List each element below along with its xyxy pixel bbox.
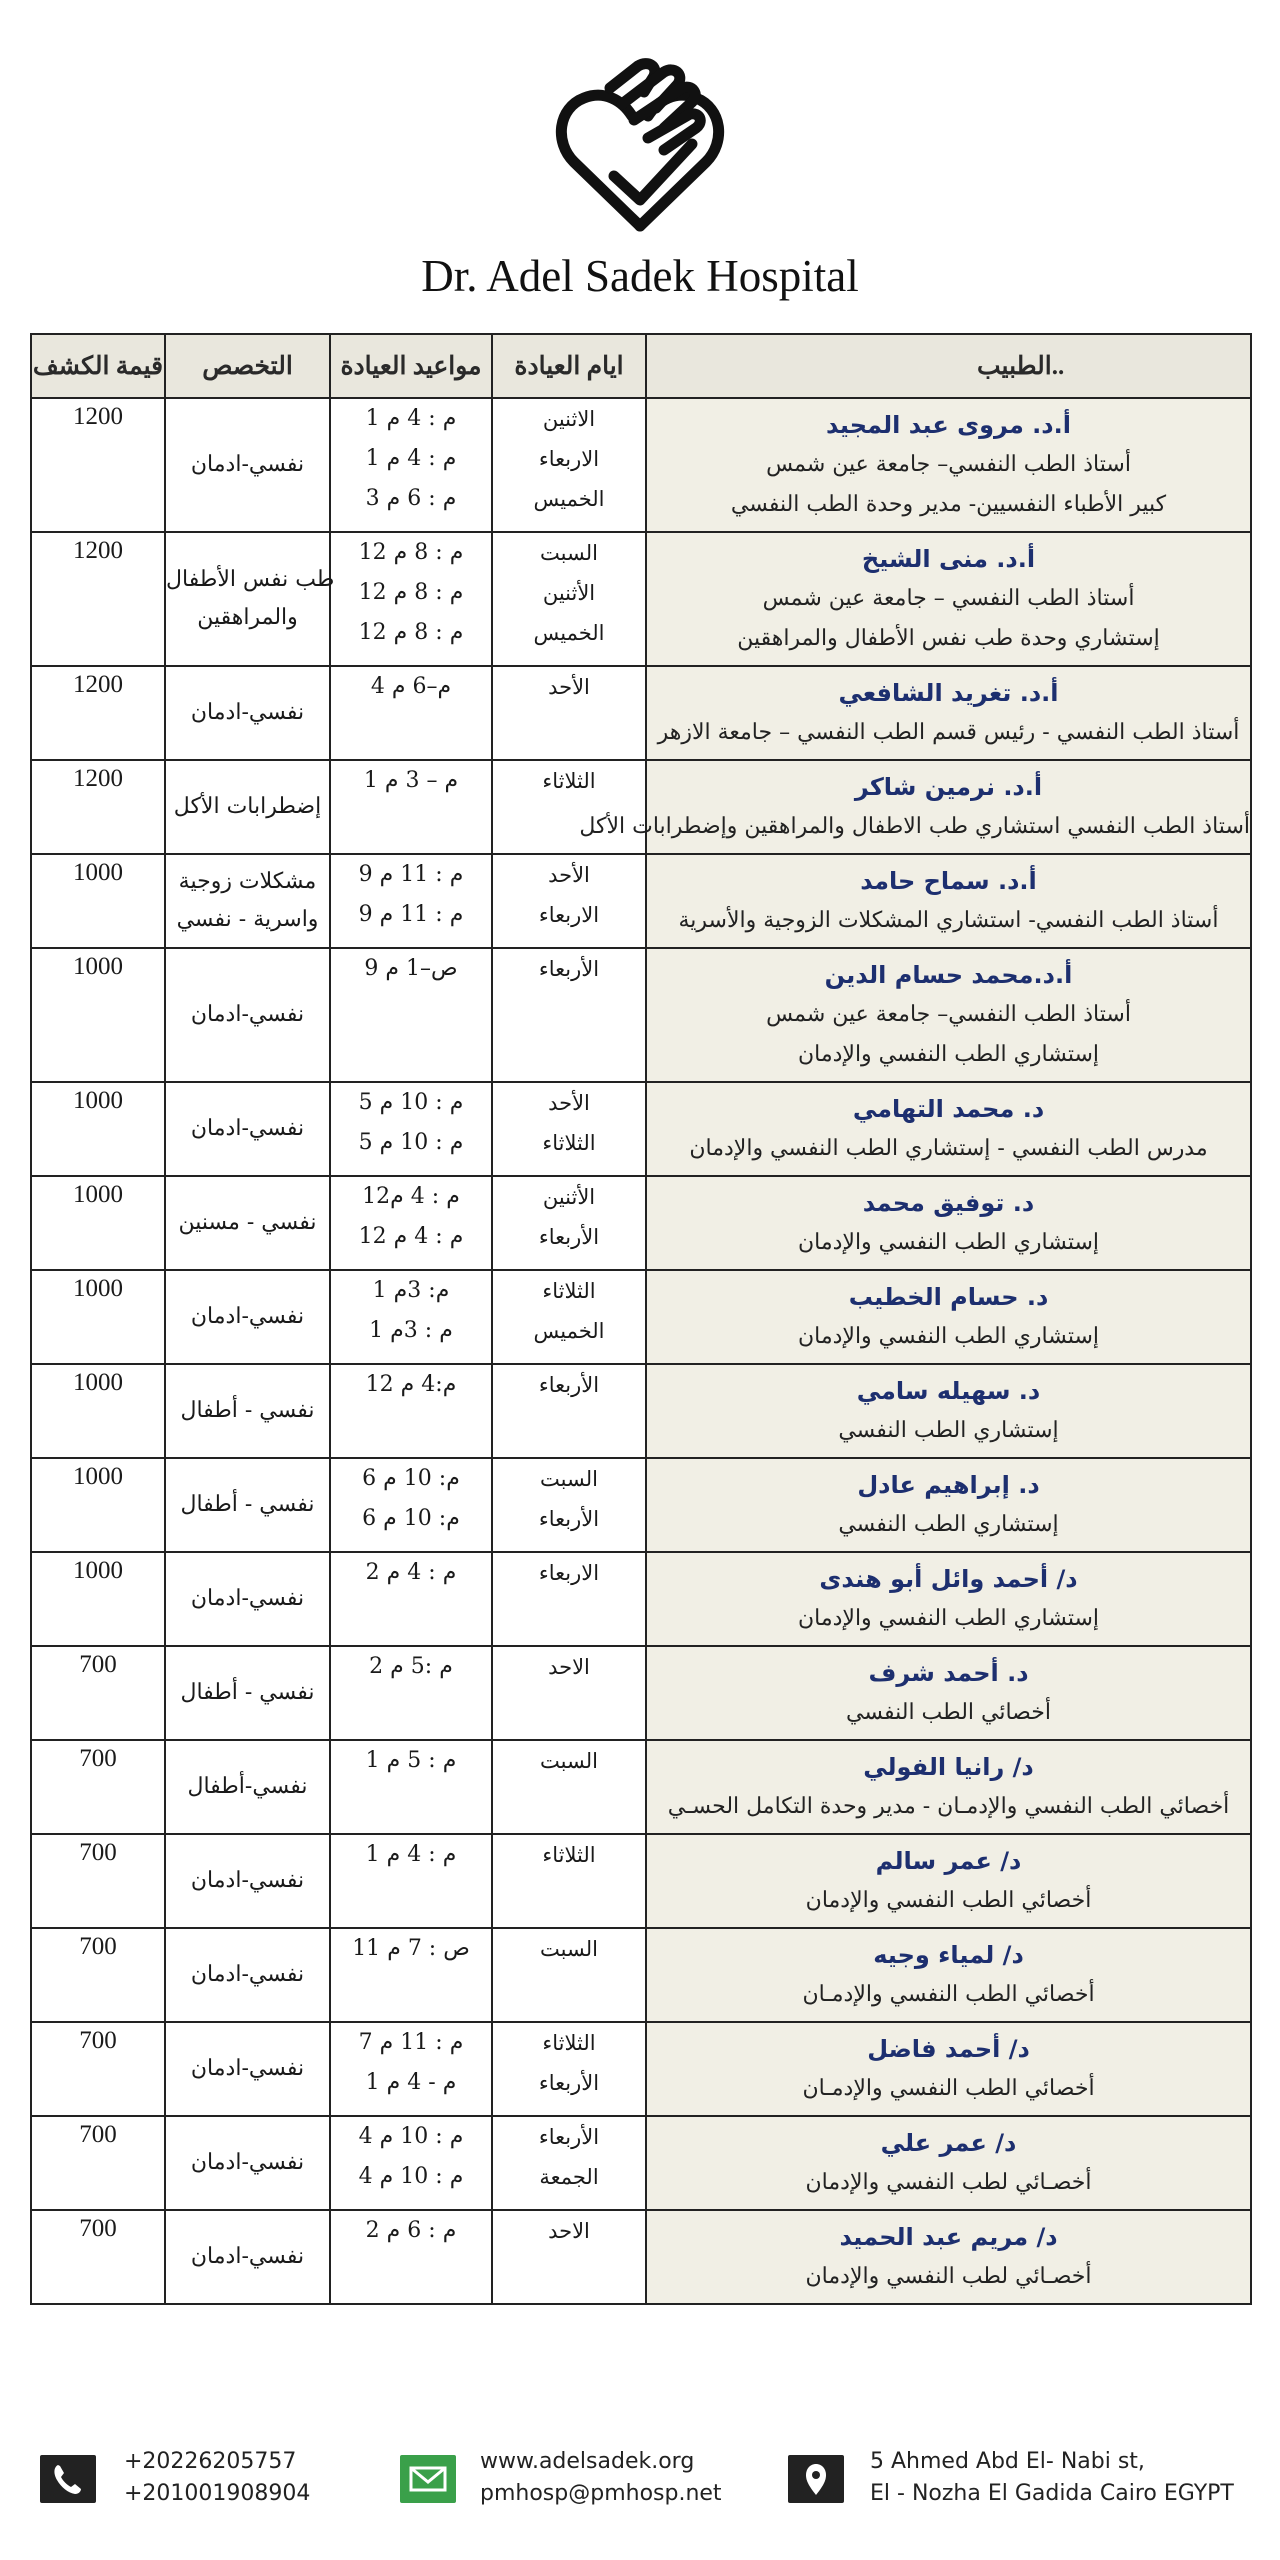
footer-web [480, 2446, 722, 2510]
specialty-text: واسرية - نفسي [176, 907, 319, 932]
days-cell [492, 2210, 646, 2304]
table-row [31, 1646, 1251, 1740]
clinic-time: 12 م : 8 م [358, 580, 464, 605]
clinic-time: 2 م : 6 م [365, 2218, 457, 2243]
days-cell [492, 1552, 646, 1646]
doctor-title: أخصائي الطب النفسي والإدمـان - مدير وحدة التكامل الحسـي [667, 1794, 1230, 1819]
specialty-text: إضطرابات الأكل [173, 794, 322, 819]
fee-cell [31, 1270, 165, 1364]
fee-value: 1000 [73, 1369, 123, 1396]
clinic-time: 5 م : 10 م [358, 1130, 464, 1155]
header-days: ايام العيادة [492, 334, 646, 398]
clinic-time: 1 م: 3م [372, 1278, 450, 1303]
times-cell [330, 2022, 492, 2116]
specialty-cell [165, 1458, 330, 1552]
clinic-day: الخميس [533, 487, 605, 511]
specialty-cell [165, 854, 330, 948]
doctor-cell [646, 1364, 1251, 1458]
doctor-name: أ.د. مروى عبد المجيد [826, 411, 1071, 439]
specialty-cell [165, 1646, 330, 1740]
clinic-time: 12 م : 8 م [358, 540, 464, 565]
specialty-text: مشكلات زوجية [178, 869, 317, 894]
clinic-time: 12 م : 4 م [358, 1224, 464, 1249]
fee-cell [31, 2116, 165, 2210]
clinic-time: 12 م : 8 م [358, 620, 464, 645]
doctor-name: د. حسام الخطيب [848, 1283, 1049, 1311]
clinic-day: الثلاثاء [542, 1843, 596, 1867]
fee-cell [31, 760, 165, 854]
days-cell [492, 2022, 646, 2116]
fee-cell [31, 2022, 165, 2116]
specialty-cell [165, 1928, 330, 2022]
specialty-cell [165, 666, 330, 760]
doctor-title: إستشاري الطب النفسي [838, 1418, 1059, 1443]
clinic-day: الأحد [548, 863, 590, 887]
doctor-name: د/ رانيا الفولي [863, 1753, 1034, 1781]
fee-value: 1000 [73, 1557, 123, 1584]
times-cell [330, 1646, 492, 1740]
clinic-day: الأربعاء [538, 1225, 600, 1249]
days-cell [492, 532, 646, 666]
clinic-day: الأربعاء [538, 1507, 600, 1531]
specialty-cell [165, 2210, 330, 2304]
clinic-day: الخميس [533, 621, 605, 645]
clinic-time: 4 م : 10 م [358, 2164, 464, 2189]
fee-value: 700 [79, 2121, 117, 2148]
times-cell [330, 1082, 492, 1176]
fee-cell [31, 2210, 165, 2304]
clinic-day: الأربعاء [538, 1373, 600, 1397]
days-cell [492, 398, 646, 532]
clinic-day: الأربعاء [538, 2071, 600, 2095]
table-row [31, 398, 1251, 532]
fee-value: 700 [79, 1839, 117, 1866]
doctor-cell [646, 1928, 1251, 2022]
clinic-time: 4 م–6 م [370, 674, 452, 699]
days-cell [492, 666, 646, 760]
doctor-title: كبير الأطباء النفسيين- مدير وحدة الطب النفسي [730, 492, 1167, 517]
table-row [31, 948, 1251, 1082]
doctor-name: أ.د. نرمين شاكر [854, 773, 1043, 801]
times-cell [330, 1552, 492, 1646]
address-line-2: El - Nozha El Gadida Cairo EGYPT [870, 2481, 1234, 2506]
clinic-time: 1 م : 4 م [365, 406, 457, 431]
table-row [31, 666, 1251, 760]
table-row [31, 760, 1251, 854]
clinic-time: 6 م: 10 م [362, 1466, 460, 1491]
table-row [31, 854, 1251, 948]
doctor-cell [646, 1458, 1251, 1552]
specialty-text: نفسي - مسنين [178, 1210, 317, 1235]
doctor-cell [646, 666, 1251, 760]
table-row [31, 1740, 1251, 1834]
doctor-title: أخصائي الطب النفسي والإدمان [805, 1888, 1092, 1913]
doctor-cell [646, 1552, 1251, 1646]
days-cell [492, 1082, 646, 1176]
clinic-day: السبت [540, 1749, 598, 1773]
clinic-time: 9 ص–1 م [364, 956, 458, 981]
fee-value: 700 [79, 1651, 117, 1678]
clinic-day: الثلاثاء [542, 769, 596, 793]
specialty-cell [165, 760, 330, 854]
fee-cell [31, 398, 165, 532]
doctor-title: إستشاري الطب النفسي والإدمان [797, 1324, 1100, 1349]
website-link[interactable]: www.adelsadek.org [480, 2449, 695, 2474]
specialty-text: نفسي-ادمان [190, 700, 305, 725]
specialty-text: والمراهقين [197, 605, 298, 630]
fee-value: 700 [79, 2215, 117, 2242]
clinic-time: 4 م : 10 م [358, 2124, 464, 2149]
footer-address [870, 2446, 1234, 2510]
fee-value: 1000 [73, 953, 123, 980]
clinic-schedule-table [30, 333, 1252, 2305]
fee-value: 1000 [73, 859, 123, 886]
specialty-text: نفسي-ادمان [190, 1002, 305, 1027]
specialty-text: نفسي-ادمان [190, 2150, 305, 2175]
fee-cell [31, 854, 165, 948]
clinic-day: الأثنين [542, 581, 596, 605]
hospital-logo-icon [552, 58, 728, 236]
clinic-day: الأثنين [542, 1185, 596, 1209]
clinic-day: الثلاثاء [542, 1279, 596, 1303]
times-cell [330, 854, 492, 948]
fee-value: 1000 [73, 1463, 123, 1490]
fee-value: 1200 [73, 537, 123, 564]
doctor-title: إستشاري الطب النفسي والإدمان [797, 1230, 1100, 1255]
times-cell [330, 1176, 492, 1270]
doctor-title: إستشاري الطب النفسي والإدمان [797, 1606, 1100, 1631]
doctor-title: أخصـائي لطب النفسي والإدمان [805, 2264, 1092, 2289]
table-row [31, 1928, 1251, 2022]
doctor-title: إستشاري وحدة طب نفس الأطفال والمراهقين [737, 626, 1160, 651]
doctor-cell [646, 2210, 1251, 2304]
doctor-cell [646, 1834, 1251, 1928]
times-cell [330, 2210, 492, 2304]
table-row [31, 1176, 1251, 1270]
clinic-time: 11 ص : 7 م [352, 1936, 470, 1961]
specialty-text: طب نفس الأطفال [166, 567, 335, 592]
fee-cell [31, 1552, 165, 1646]
doctor-cell [646, 1646, 1251, 1740]
clinic-day: الخميس [533, 1319, 605, 1343]
days-cell [492, 1176, 646, 1270]
header-fee: قيمة الكشف [31, 334, 165, 398]
specialty-text: نفسي - أطفال [180, 1492, 315, 1517]
times-cell [330, 1364, 492, 1458]
clinic-time: 2 م :5 م [369, 1654, 453, 1679]
doctor-title: أستاذ الطب النفسي- استشاري المشكلات الزوجية والأسرية [678, 908, 1219, 933]
clinic-time: 1 م : 3م [369, 1318, 453, 1343]
clinic-day: الثلاثاء [542, 1131, 596, 1155]
specialty-text: نفسي-أطفال [187, 1774, 308, 1799]
times-cell [330, 1834, 492, 1928]
specialty-cell [165, 1270, 330, 1364]
clinic-day: الاربعاء [538, 903, 600, 927]
envelope-icon [400, 2455, 456, 2503]
fee-cell [31, 532, 165, 666]
days-cell [492, 1364, 646, 1458]
clinic-time: 1 م : 5 م [365, 1748, 457, 1773]
fee-cell [31, 1458, 165, 1552]
doctor-title: أستاذ الطب النفسي – جامعة عين شمس [762, 586, 1135, 611]
doctor-title: أخصائي الطب النفسي والإدمـان [802, 1982, 1095, 2007]
doctor-title: أستاذ الطب النفسي– جامعة عين شمس [766, 452, 1131, 477]
doctor-cell [646, 1270, 1251, 1364]
location-pin-icon [788, 2455, 844, 2503]
table-row [31, 2022, 1251, 2116]
doctor-cell [646, 948, 1251, 1082]
specialty-text: نفسي-ادمان [190, 1116, 305, 1141]
clinic-time: 12 م:4 م [365, 1372, 457, 1397]
doctor-title: أخصائي الطب النفسي والإدمـان [802, 2076, 1095, 2101]
doctor-title: أستاذ الطب النفسي استشاري طب الاطفال والمراهقين وإضطرابات الأكل [579, 814, 1250, 839]
fee-cell [31, 1646, 165, 1740]
footer-phones [124, 2446, 310, 2510]
doctor-name: د. سهيله سامي [856, 1377, 1041, 1405]
fee-cell [31, 1928, 165, 2022]
specialty-cell [165, 2022, 330, 2116]
clinic-time: 2 م : 4 م [365, 1560, 457, 1585]
doctor-name: أ.د. تغريد الشافعي [838, 679, 1059, 707]
clinic-time: 9 م : 11 م [358, 862, 464, 887]
specialty-cell [165, 1082, 330, 1176]
specialty-text: نفسي-ادمان [190, 1868, 305, 1893]
doctor-title: أستاذ الطب النفسي– جامعة عين شمس [766, 1002, 1131, 1027]
doctor-name: د. محمد التهامي [852, 1095, 1045, 1123]
fee-value: 1000 [73, 1087, 123, 1114]
specialty-text: نفسي-ادمان [190, 2244, 305, 2269]
days-cell [492, 948, 646, 1082]
clinic-time: 6 م: 10 م [362, 1506, 460, 1531]
specialty-text: نفسي-ادمان [190, 1304, 305, 1329]
table-row [31, 1082, 1251, 1176]
doctor-cell [646, 1082, 1251, 1176]
clinic-day: الاربعاء [538, 447, 600, 471]
hospital-name: Dr. Adel Sadek Hospital [421, 251, 859, 301]
clinic-day: الثلاثاء [542, 2031, 596, 2055]
specialty-cell [165, 948, 330, 1082]
specialty-cell [165, 2116, 330, 2210]
fee-cell [31, 1740, 165, 1834]
clinic-time: 5 م : 10 م [358, 1090, 464, 1115]
table-header-row [31, 334, 1251, 398]
days-cell [492, 1928, 646, 2022]
times-cell [330, 398, 492, 532]
days-cell [492, 1646, 646, 1740]
specialty-cell [165, 532, 335, 666]
clinic-time: 1 م : 4 م [365, 1842, 457, 1867]
table-row [31, 1458, 1251, 1552]
fee-value: 1200 [73, 403, 123, 430]
specialty-cell [165, 1176, 330, 1270]
fee-cell [31, 1082, 165, 1176]
doctor-name: أ.د. سماح حامد [860, 867, 1037, 895]
specialty-cell [165, 1364, 330, 1458]
doctor-name: د. أحمد شرف [868, 1659, 1029, 1687]
header-doctor: الطبيب.. [646, 334, 1251, 398]
fee-value: 1000 [73, 1275, 123, 1302]
doctor-cell [646, 2022, 1251, 2116]
doctor-name: د/ مريم عبد الحميد [839, 2223, 1058, 2251]
clinic-day: السبت [540, 541, 598, 565]
clinic-day: الاربعاء [538, 1561, 600, 1585]
times-cell [330, 1458, 492, 1552]
fee-cell [31, 1834, 165, 1928]
fee-cell [31, 1176, 165, 1270]
doctor-cell [646, 1740, 1251, 1834]
times-cell [330, 666, 492, 760]
phone-number-2: +201001908904 [124, 2481, 311, 2506]
specialty-text: نفسي-ادمان [190, 1962, 305, 1987]
table-row [31, 1270, 1251, 1364]
header-specialty: التخصص [165, 334, 330, 398]
times-cell [330, 760, 492, 854]
clinic-time: 7 م : 11 م [358, 2030, 464, 2055]
doctor-title: إستشاري الطب النفسي [838, 1512, 1059, 1537]
fee-cell [31, 948, 165, 1082]
fee-value: 1200 [73, 765, 123, 792]
times-cell [330, 1740, 492, 1834]
specialty-text: نفسي - أطفال [180, 1680, 315, 1705]
fee-value: 1200 [73, 671, 123, 698]
days-cell [492, 854, 646, 948]
clinic-day: الأحد [548, 675, 590, 699]
doctor-name: د/ عمر سالم [875, 1847, 1022, 1875]
phone-icon [40, 2455, 96, 2503]
specialty-text: نفسي - أطفال [180, 1398, 315, 1423]
doctor-cell [646, 854, 1251, 948]
table-row [31, 532, 1251, 666]
header-times: مواعيد العيادة [330, 334, 492, 398]
specialty-cell [165, 1552, 330, 1646]
days-cell [492, 2116, 646, 2210]
doctor-cell [646, 398, 1251, 532]
table-row [31, 1552, 1251, 1646]
doctor-name: د. توفيق محمد [862, 1189, 1035, 1217]
times-cell [330, 1928, 492, 2022]
table-row [31, 2210, 1251, 2304]
clinic-time: 1 م - 4 م [365, 2070, 457, 2095]
clinic-day: الجمعة [539, 2165, 599, 2189]
times-cell [330, 532, 492, 666]
specialty-text: نفسي-ادمان [190, 2056, 305, 2081]
times-cell [330, 1270, 492, 1364]
days-cell [492, 1834, 646, 1928]
doctor-title: إستشاري الطب النفسي والإدمان [797, 1042, 1100, 1067]
doctor-title: أخصائي الطب النفسي [846, 1700, 1051, 1725]
fee-cell [31, 666, 165, 760]
clinic-time: 1 م : 4 م [365, 446, 457, 471]
clinic-day: الأربعاء [538, 2125, 600, 2149]
clinic-day: الاثنين [542, 407, 596, 431]
clinic-time: 12م : 4 م [362, 1184, 460, 1209]
fee-value: 700 [79, 2027, 117, 2054]
doctor-name: أ.د.محمد حسام الدين [824, 961, 1073, 989]
clinic-day: السبت [540, 1467, 598, 1491]
doctor-name: د/ أحمد فاضل [867, 2035, 1030, 2063]
clinic-time: 9 م : 11 م [358, 902, 464, 927]
doctor-title: أخصـائي لطب النفسي والإدمان [805, 2170, 1092, 2195]
clinic-day: السبت [540, 1937, 598, 1961]
fee-cell [31, 1364, 165, 1458]
doctor-name: د/ عمر علي [880, 2129, 1017, 2157]
times-cell [330, 948, 492, 1082]
doctor-name: د/ أحمد وائل أبو هندى [819, 1565, 1078, 1593]
doctor-name: د/ لمياء وجيه [873, 1941, 1024, 1969]
phone-number-1: +20226205757 [124, 2449, 297, 2474]
clinic-day: الأحد [548, 1091, 590, 1115]
doctor-cell [646, 1176, 1251, 1270]
fee-value: 700 [79, 1745, 117, 1772]
clinic-day: الاحد [548, 1655, 590, 1679]
specialty-text: نفسي-ادمان [190, 452, 305, 477]
times-cell [330, 2116, 492, 2210]
specialty-cell [165, 398, 330, 532]
table-row [31, 1834, 1251, 1928]
clinic-time: 3 م : 6 م [365, 486, 457, 511]
doctor-name: أ.د. منى الشيخ [861, 545, 1036, 573]
fee-value: 1000 [73, 1181, 123, 1208]
days-cell [492, 1740, 646, 1834]
clinic-day: الأربعاء [538, 957, 600, 981]
doctor-title: مدرس الطب النفسي - إستشاري الطب النفسي والإدمان [689, 1136, 1208, 1161]
days-cell [492, 1458, 646, 1552]
address-line-1: 5 Ahmed Abd El- Nabi st, [870, 2449, 1145, 2474]
doctor-title: أستاذ الطب النفسي - رئيس قسم الطب النفسي – جامعة الازهر [657, 720, 1240, 745]
doctor-cell [579, 760, 1251, 854]
table-row [31, 2116, 1251, 2210]
specialty-cell [165, 1740, 330, 1834]
doctor-cell [646, 532, 1251, 666]
days-cell [492, 1270, 646, 1364]
specialty-cell [165, 1834, 330, 1928]
table-row [31, 1364, 1251, 1458]
email-link[interactable]: pmhosp@pmhosp.net [480, 2481, 722, 2506]
specialty-text: نفسي-ادمان [190, 1586, 305, 1611]
clinic-day: الاحد [548, 2219, 590, 2243]
fee-value: 700 [79, 1933, 117, 1960]
clinic-time: 1 م – 3 م [363, 768, 459, 793]
doctor-cell [646, 2116, 1251, 2210]
table-body [31, 398, 1251, 2304]
doctor-name: د. إبراهيم عادل [857, 1471, 1040, 1499]
